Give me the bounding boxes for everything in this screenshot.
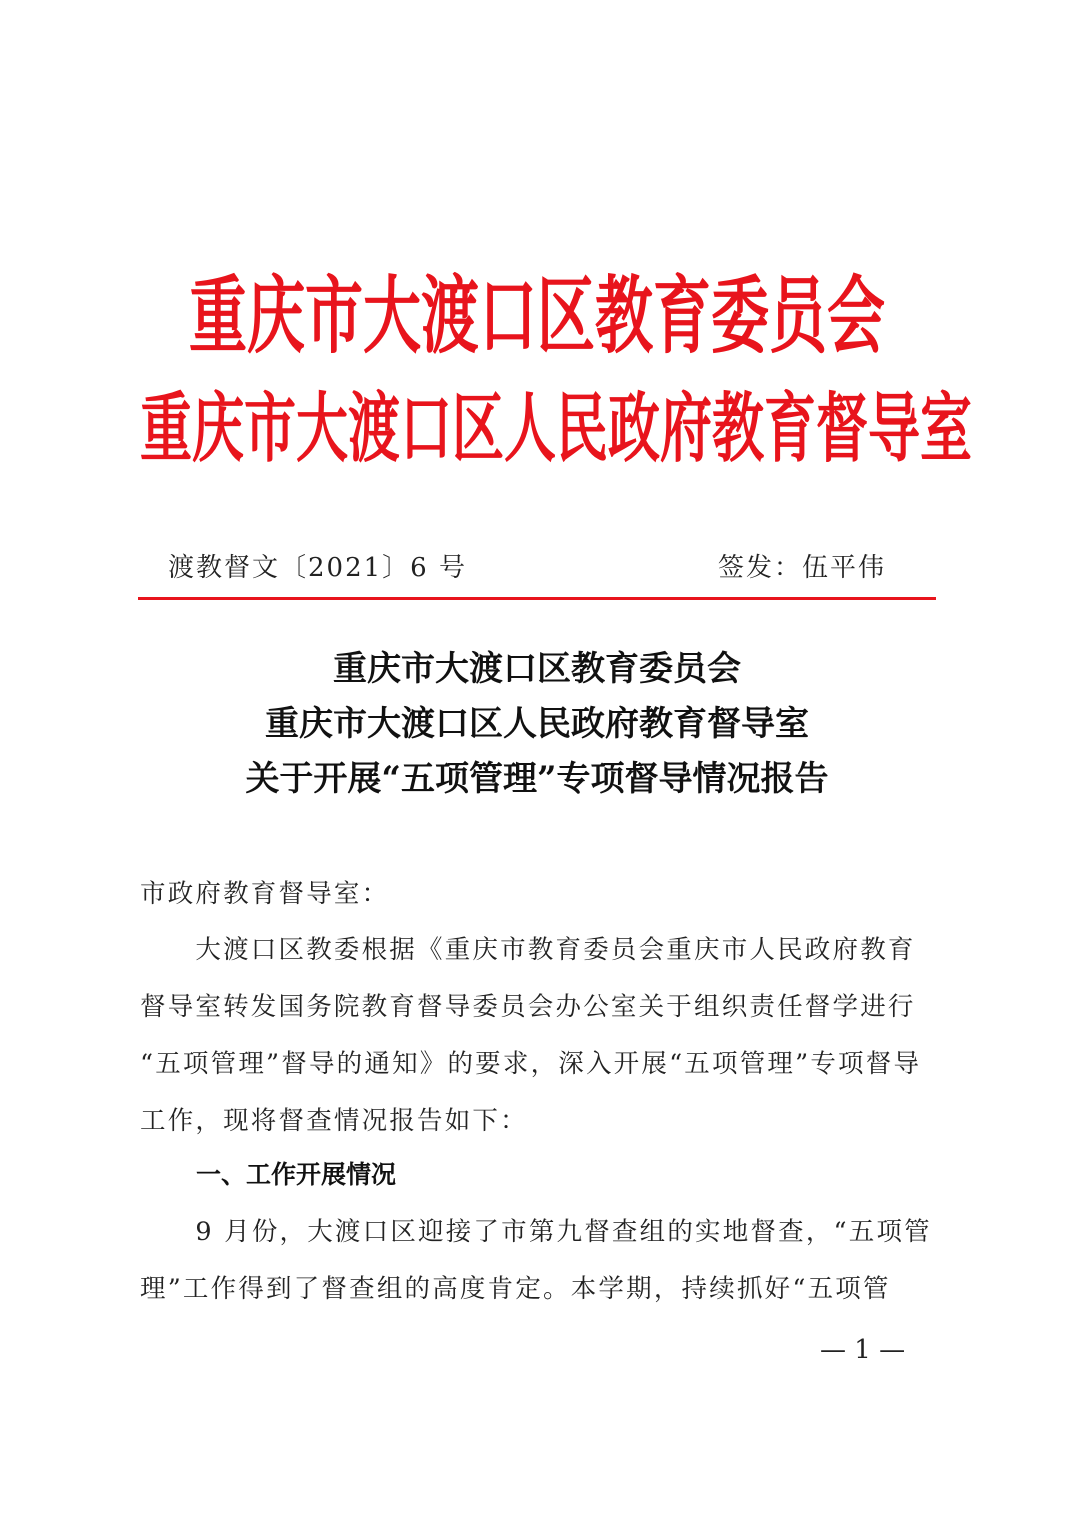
page-number: — 1 — <box>820 1335 906 1365</box>
report-title-line-3: 关于开展“五项管理”专项督导情况报告 <box>245 759 829 799</box>
signer: 签发：伍平伟 <box>718 553 887 583</box>
intro-line: 督导室转发国务院教育督导委员会办公室关于组织责任督学进行 <box>140 992 916 1022</box>
section-heading: 一、工作开展情况 <box>196 1160 397 1189</box>
intro-line: 工作，现将督查情况报告如下： <box>140 1106 528 1136</box>
section-line: 理”工作得到了督查组的高度肯定。本学期，持续抓好“五项管 <box>140 1274 891 1304</box>
intro-line: 大渡口区教委根据《重庆市教育委员会重庆市人民政府教育 <box>140 935 916 965</box>
salutation: 市政府教育督导室： <box>140 879 390 909</box>
report-title-line-2: 重庆市大渡口区人民政府教育督导室 <box>265 704 809 744</box>
intro-line: “五项管理”督导的通知》的要求，深入开展“五项管理”专项督导 <box>140 1049 922 1079</box>
section-line: 9 月份，大渡口区迎接了市第九督查组的实地督查，“五项管 <box>140 1217 932 1247</box>
issuer-header-line-2: 重庆市大渡口区人民政府教育督导室 <box>140 386 973 474</box>
document-number: 渡教督文〔2021〕6 号 <box>168 553 467 583</box>
report-title-line-1: 重庆市大渡口区教育委员会 <box>333 649 741 689</box>
red-divider <box>138 597 936 600</box>
issuer-header-line-1: 重庆市大渡口区教育委员会 <box>188 266 885 366</box>
